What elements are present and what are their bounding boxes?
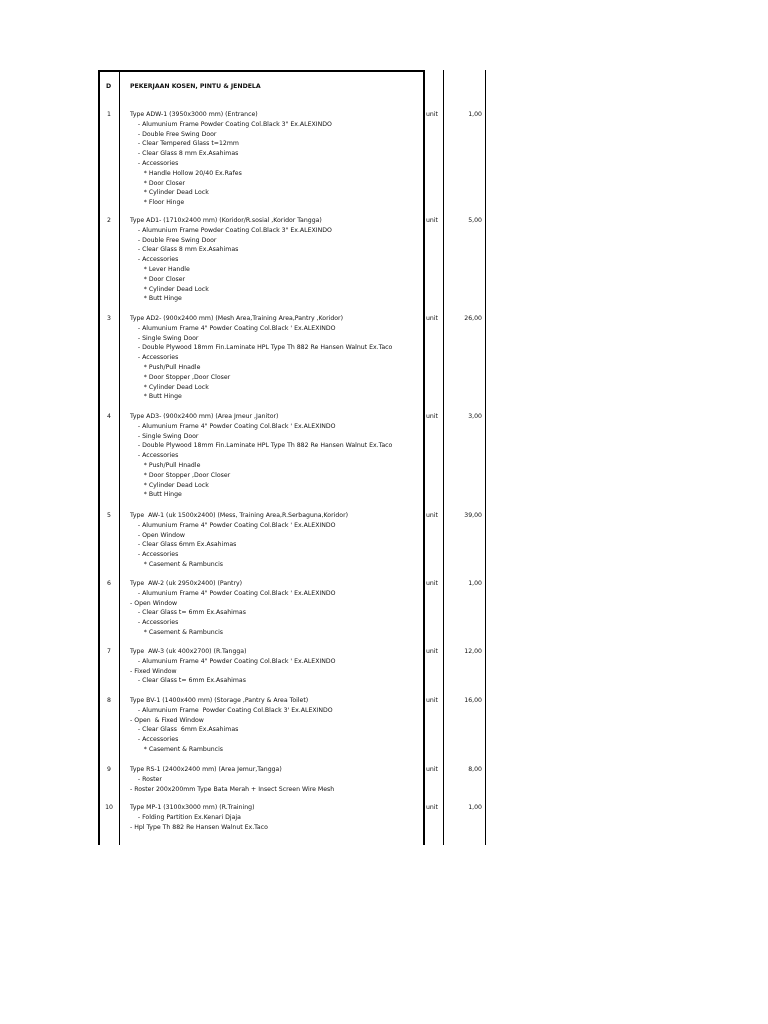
item-spec-line: - Single Swing Door (130, 432, 199, 440)
item-spec-line: - Clear Glass 6mm Ex.Asahimas (130, 541, 237, 549)
frame-line-number-divider (119, 70, 120, 845)
item-spec-line: * Cylinder Dead Lock (130, 189, 209, 197)
item-number: 5 (107, 512, 111, 519)
item-spec-line: - Single Swing Door (130, 334, 199, 342)
item-unit: unit (426, 217, 438, 224)
item-number: 4 (107, 413, 111, 420)
item-unit: unit (426, 512, 438, 519)
section-title: PEKERJAAN KOSEN, PINTU & JENDELA (130, 83, 261, 90)
item-spec-line: - Accessories (130, 354, 179, 362)
item-spec-line: - Clear Glass 6mm Ex.Asahimas (130, 726, 239, 734)
item-description (130, 803, 268, 832)
item-type-line: Type MP-1 (3100x3000 mm) (R.Training) (130, 804, 255, 811)
item-spec-line: - Roster 200x200mm Type Bata Merah + Insect Screen Wire Mesh (130, 785, 335, 793)
item-description (130, 579, 336, 638)
item-description (130, 511, 348, 570)
item-number: 1 (107, 111, 111, 118)
item-description (130, 314, 392, 402)
frame-line-description-right (423, 70, 425, 845)
item-quantity: 8,00 (468, 766, 482, 773)
item-spec-line: - Clear Glass 8 mm Ex.Asahimas (130, 150, 239, 158)
item-unit: unit (426, 580, 438, 587)
item-quantity: 1,00 (468, 580, 482, 587)
item-unit: unit (426, 111, 438, 118)
item-unit: unit (426, 697, 438, 704)
item-quantity: 3,00 (468, 413, 482, 420)
item-spec-line: * Cylinder Dead Lock (130, 383, 209, 391)
item-spec-line: - Open Window (130, 599, 178, 607)
item-unit: unit (426, 766, 438, 773)
frame-line-top (98, 70, 425, 72)
item-spec-line: - Accessories (130, 452, 179, 460)
item-type-line: Type AD3- (900x2400 mm) (Area Jmeur ,Janitor) (130, 413, 279, 420)
item-spec-line: - Double Free Swing Door (130, 130, 217, 138)
item-spec-line: * Push/Pull Hnadle (130, 461, 201, 469)
item-spec-line: - Double Plywood 18mm Fin.Laminate HPL Type Th 882 Re Hansen Walnut Ex.Taco (130, 442, 393, 450)
item-unit: unit (426, 804, 438, 811)
item-quantity: 26,00 (464, 315, 482, 322)
item-unit: unit (426, 413, 438, 420)
item-spec-line: * Door Closer (130, 275, 186, 283)
item-spec-line: - Accessories (130, 256, 179, 264)
item-spec-line: * Door Closer (130, 179, 186, 187)
item-spec-line: - Alumunium Frame 4" Powder Coating Col.Black ' Ex.ALEXINDO (130, 422, 336, 430)
item-spec-line: - Hpl Type Th 882 Re Hansen Walnut Ex.Taco (130, 823, 268, 831)
item-type-line: Type AD1- (1710x2400 mm) (Koridor/R.sosial ,Koridor Tangga) (130, 217, 322, 224)
item-type-line: Type AD2- (900x2400 mm) (Mesh Area,Training Area,Pantry ,Koridor) (130, 315, 344, 322)
item-spec-line: * Floor Hinge (130, 199, 185, 207)
item-quantity: 39,00 (464, 512, 482, 519)
item-spec-line: * Casement & Rambuncis (130, 745, 224, 753)
item-spec-line: - Open Window (130, 531, 185, 539)
item-quantity: 12,00 (464, 648, 482, 655)
item-spec-line: * Butt Hinge (130, 295, 182, 303)
item-spec-line: - Accessories (130, 736, 179, 744)
item-number: 10 (105, 804, 113, 811)
item-quantity: 1,00 (468, 804, 482, 811)
item-spec-line: - Alumunium Frame 4" Powder Coating Col.Black ' Ex.ALEXINDO (130, 657, 336, 665)
item-type-line: Type BV-1 (1400x400 mm) (Storage ,Pantry & Area Toilet) (130, 697, 309, 704)
item-unit: unit (426, 648, 438, 655)
item-spec-line: - Double Free Swing Door (130, 236, 217, 244)
item-spec-line: - Alumunium Frame Powder Coating Col.Black 3' Ex.ALEXINDO (130, 706, 333, 714)
item-number: 9 (107, 766, 111, 773)
item-spec-line: - Clear Glass t= 6mm Ex.Asahimas (130, 677, 246, 685)
item-number: 3 (107, 315, 111, 322)
frame-line-qty-right (485, 70, 486, 845)
item-spec-line: - Accessories (130, 551, 179, 559)
item-spec-line: * Butt Hinge (130, 491, 182, 499)
item-unit: unit (426, 315, 438, 322)
item-quantity: 16,00 (464, 697, 482, 704)
item-spec-line: * Casement & Rambuncis (130, 628, 224, 636)
item-spec-line: - Alumunium Frame Powder Coating Col.Black 3" Ex.ALEXINDO (130, 120, 332, 128)
item-spec-line: - Alumunium Frame 4" Powder Coating Col.Black ' Ex.ALEXINDO (130, 521, 336, 529)
item-description (130, 216, 332, 304)
item-number: 7 (107, 648, 111, 655)
item-type-line: Type ADW-1 (3950x3000 mm) (Entrance) (130, 111, 258, 118)
item-spec-line: * Cylinder Dead Lock (130, 481, 209, 489)
item-spec-line: - Clear Glass 8 mm Ex.Asahimas (130, 246, 239, 254)
item-spec-line: - Clear Tempered Glass t=12mm (130, 140, 239, 148)
item-type-line: Type AW-1 (uk 1500x2400) (Mess, Training Area,R.Serbaguna,Koridor) (130, 512, 349, 519)
item-description (130, 765, 334, 794)
item-number: 2 (107, 217, 111, 224)
item-spec-line: - Alumunium Frame Powder Coating Col.Black 3" Ex.ALEXINDO (130, 226, 332, 234)
frame-line-left (98, 70, 100, 845)
item-number: 8 (107, 697, 111, 704)
item-type-line: Type AW-3 (uk 400x2700) (R.Tangga) (130, 648, 247, 655)
item-spec-line: - Roster (130, 775, 162, 783)
item-spec-line: * Handle Hollow 20/40 Ex.Rafes (130, 169, 242, 177)
item-spec-line: - Double Plywood 18mm Fin.Laminate HPL Type Th 882 Re Hansen Walnut Ex.Taco (130, 344, 393, 352)
item-type-line: Type AW-2 (uk 2950x2400) (Pantry) (130, 580, 243, 587)
item-quantity: 5,00 (468, 217, 482, 224)
item-spec-line: - Accessories (130, 159, 179, 167)
item-spec-line: - Clear Glass t= 6mm Ex.Asahimas (130, 609, 246, 617)
item-description (130, 696, 333, 755)
item-description (130, 110, 332, 208)
item-type-line: Type RS-1 (2400x2400 mm) (Area Jemur,Tangga) (130, 766, 282, 773)
item-description (130, 647, 336, 686)
section-code: D (106, 83, 112, 90)
item-spec-line: - Open & Fixed Window (130, 716, 204, 724)
item-quantity: 1,00 (468, 111, 482, 118)
item-spec-line: - Accessories (130, 619, 179, 627)
item-spec-line: - Alumunium Frame 4" Powder Coating Col.Black ' Ex.ALEXINDO (130, 589, 336, 597)
item-spec-line: - Alumunium Frame 4" Powder Coating Col.Black ' Ex.ALEXINDO (130, 324, 336, 332)
item-description (130, 412, 392, 500)
item-spec-line: * Door Stopper ,Door Closer (130, 471, 231, 479)
item-spec-line: - Fixed Window (130, 667, 177, 675)
item-spec-line: * Door Stopper ,Door Closer (130, 373, 231, 381)
item-number: 6 (107, 580, 111, 587)
item-spec-line: * Lever Handle (130, 265, 190, 273)
item-spec-line: * Cylinder Dead Lock (130, 285, 209, 293)
item-spec-line: * Casement & Rambuncis (130, 560, 224, 568)
frame-line-unit-right (443, 70, 444, 845)
item-spec-line: * Butt Hinge (130, 393, 182, 401)
item-spec-line: - Folding Partition Ex.Kenari Djaja (130, 813, 241, 821)
item-spec-line: * Push/Pull Hnadle (130, 363, 201, 371)
